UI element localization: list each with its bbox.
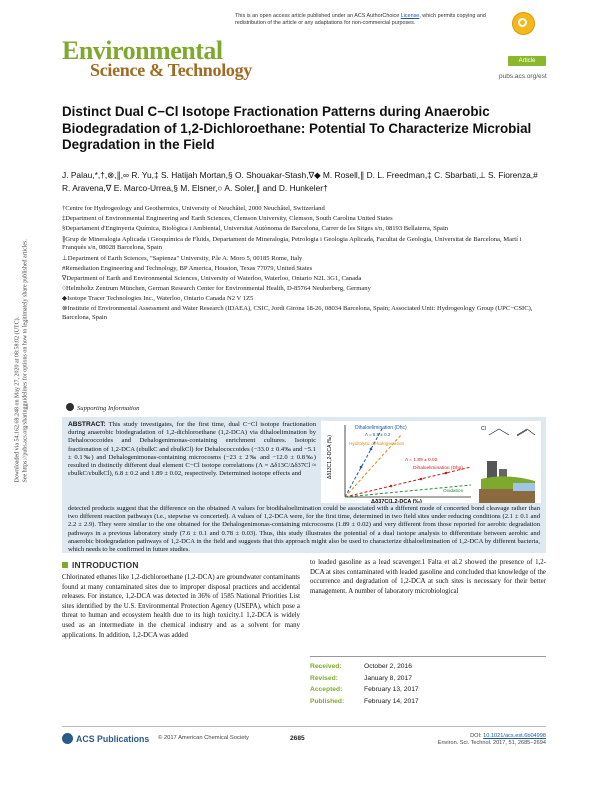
toc-point — [360, 466, 363, 469]
download-note — [15, 203, 30, 483]
toc-factory-icon — [479, 461, 535, 503]
toc-point — [445, 472, 448, 475]
intro-right-column: to leaded gasoline as a lead scavenger.1 Falta et al.2 showed the presence of 1,2-DCA at sites contaminated with leaded gasoline and concluded that knowledge of the occurrence and degradation of 1,2-DCA at such sites is necessary for their better management. A number of laboratory microbiological — [310, 559, 546, 595]
toc-molecule-icon — [481, 426, 535, 436]
supporting-info-icon — [66, 403, 74, 411]
affiliation: §Departament d'Enginyeria Química, Biològica i Ambiental, Universitat Autònoma de Barcelona, Carrer de les Sitges s/n, 08193 Bellaterra, Spain — [62, 225, 449, 233]
publication-dates — [310, 661, 546, 707]
toc-graphic — [321, 421, 541, 503]
supporting-info-label: Supporting Information — [77, 405, 140, 412]
affiliation: ⊥Department of Earth Sciences, "Sapienza" University, P.le A. Moro 5, 00185 Rome, Italy — [62, 254, 303, 262]
publisher-name: ACS Publications — [76, 734, 150, 744]
date-label: Accepted: — [310, 686, 343, 693]
toc-ylabel: Δδ13C1,2-DCA (‰) — [327, 435, 333, 479]
toc-line-dhc — [345, 427, 383, 497]
download-note-line2: See https://pubs.acs.org/sharingguidelines for options on how to legitimately share published articles. — [22, 239, 28, 483]
license-link[interactable]: License — [400, 13, 420, 19]
affiliation: ⊗Institute of Environmental Assessment and Water Research (IDAEA), CSIC, Jordi Girona 18-26, 08034 Barcelona, Spain; Associated Unit: Hydrogeology Group (UPC−CSIC), Barcelona, Spain — [62, 305, 533, 322]
affiliation: †Centre for Hydrogeology and Geothermics, University of Neuchâtel, 2000 Neuchâtel, Switzerland — [62, 205, 325, 212]
download-note-line1: Downloaded via 54.162.69.248 on May 27, 2020 at 08:58:02 (UTC). — [14, 316, 21, 483]
toc-label-dhc: Dihaloelimination (Dhc) — [355, 425, 407, 431]
supporting-info-link[interactable] — [66, 403, 139, 412]
section-heading-introduction — [62, 560, 139, 570]
acs-logo-icon — [62, 733, 73, 744]
affiliation: ∇Department of Earth and Environmental Sciences, University of Waterloo, Waterloo, Ontario N2L 3G1, Canada — [62, 274, 362, 282]
date-value: February 13, 2017 — [364, 686, 419, 693]
affiliations — [62, 205, 542, 324]
article-title: Distinct Dual C−Cl Isotope Fractionation Patterns during Anaerobic Biodegradation of 1,2-Dichloroethane: Potential To Characterize Microbial Degradation in the Field — [62, 104, 532, 152]
toc-xlabel: Δδ37Cl1,2-DCA (‰) — [371, 499, 422, 503]
oa-note-post: , which permits copying and redistribution of the article or any adaptations for non-commercial purposes. — [235, 13, 486, 26]
toc-point — [370, 448, 373, 451]
page-number: 2685 — [290, 735, 305, 742]
journal-logo-line2: Science & Technology — [90, 60, 253, 80]
article-type-tab: Article — [508, 56, 546, 66]
abstract-text-part1 — [68, 421, 316, 478]
toc-point — [420, 478, 423, 481]
section-marker-icon — [62, 562, 68, 568]
journal-logo-line1: Environmental — [62, 36, 223, 65]
oa-note-pre: This is an open access article published under an ACS AuthorChoice — [235, 13, 401, 19]
doi-block — [420, 733, 546, 747]
toc-label-dhg: Dihaloelimination (Dhg) — [413, 466, 463, 471]
abstract-body1: This study investigates, for the first time, dual C−Cl isotope fractionation during anaerobic biodegradation of 1,2-dichloroethane (1,2-DCA) via dihaloelimination by Dehalococcoides and Dehalogenimonas-containing enrichment cultures. Isotopic fractionation of 1,2-DCA (εbulkC and εbulkCl) for Dehalococcoides (−33.0 ± 0.4‰ and −5.1 ± 0.1‰) and Dehalogenimonas-containing microcosms (−23 ± 2‰ and −12.0 ± 0.8‰) resulted in distinctly different dual element C−Cl isotope correlations (Λ = Δδ13C/Δδ37Cl ≈ εbulkC/εbulkCl), 6.8 ± 0.2 and 1.89 ± 0.02, respectively. Determined isotope effects and — [68, 421, 316, 478]
date-label: Received: — [310, 663, 342, 670]
date-value: October 2, 2016 — [364, 663, 412, 670]
affiliation: ∥Grup de Mineralogia Aplicada i Geoquímica de Fluids, Departament de Mineralogia, Petrologia i Geologia Aplicada, Facultat de Geologia, Universitat de Barcelona, Martí i Franquès s/n, 08028 Barcelona, Spain — [62, 235, 522, 252]
date-row — [310, 661, 546, 673]
abstract-text-part2: detected products suggest that the difference on the obtained Λ values for biodihaloelimination could be associated with a different mode of concerted bond cleavage rather than two different reaction pathways (i.e., stepwise vs concerted). A values of 1,2-DCA were, for the first time, determined in two field sites under reducing conditions (2.1 ± 0.1 and 2.2 ± 2.9). They were similar to the one obtained for the Dehalogenimonas-containing microcosms (1.89 ± 0.02) and very different from those reported for aerobic degradation pathways in a previous laboratory study (7.6 ± 0.1 and 0.78 ± 0.03). Thus, this study illustrates the potential of a dual isotope analysis to differentiate between aerobic and anaerobic biodegradation pathways of 1,2-DCA in the field and suggests that this approach might also be used to characterize dihaloelimination of 1,2-DCA by different bacteria, which needs to be confirmed in future studies. — [68, 505, 540, 554]
journal-url[interactable]: pubs.acs.org/est — [499, 73, 547, 80]
date-value: February 14, 2017 — [364, 697, 419, 705]
abstract-label: ABSTRACT: — [68, 421, 106, 428]
section-heading-label: INTRODUCTION — [72, 560, 139, 570]
toc-plot — [321, 421, 541, 503]
intro-left-column: Chlorinated ethanes like 1,2-dichloroethane (1,2-DCA) are groundwater contaminants found at many contaminated sites due to improper disposal practices and accidental releases. For instance, 1,2-DCA was detected in 36% of 1585 National Priorities List sites identified by the U.S. Environmental Protection Agency (USEPA), which pose a threat to human and ecosystem health due to its high toxicity.1 1,2-DCA is widely used as an intermediate in the chemical industry and as a solvent for many applications. In addition, 1,2-DCA was added — [62, 574, 300, 639]
affiliation: #Remediation Engineering and Technology, BP America, Houston, Texas 77079, United States — [62, 264, 313, 272]
toc-cl-label: Cl — [481, 426, 486, 432]
date-label: Published: — [310, 697, 345, 705]
doi-line — [420, 733, 546, 740]
open-access-note — [235, 13, 495, 27]
affiliation: ‡Department of Environmental Engineering and Earth Sciences, Clemson University, Clemson, South Carolina United States — [62, 215, 393, 223]
footer-divider — [62, 726, 546, 727]
author-list: J. Palau,*,†,⊗,∥,∞ R. Yu,‡ S. Hatijah Mortan,§ O. Shouakar-Stash,∇◆ M. Rosell,∥ D. L. Freedman,‡ C. Sbarbati,⊥ S. Fiorenza,# R. Aravena,∇ E. Marco-Urrea,§ M. Elsner,○ A. Soler,∥ and D. Hunkeler† — [62, 170, 538, 193]
toc-label-dhc-lambda: Λ = 6.8 ± 0.2 — [365, 432, 391, 437]
affiliation: ○Helmholtz Zentrum München, German Research Center for Environmental Health, D-85764 Neuherberg, Germany — [62, 285, 371, 293]
copyright: © 2017 American Chemical Society — [158, 735, 249, 741]
toc-label-hydrolytic: Hydrolytic dehalogenation — [349, 442, 405, 447]
toc-point — [390, 485, 393, 488]
doi-link[interactable]: 10.1021/acs.est.6b04998 — [483, 733, 546, 739]
toc-label-oxidation: Oxidation — [443, 489, 464, 494]
date-row — [310, 684, 546, 696]
doi-label: DOI: — [470, 733, 484, 739]
date-label: Revised: — [310, 674, 338, 682]
open-access-icon — [512, 12, 535, 35]
date-row — [310, 673, 546, 685]
date-row — [310, 696, 546, 708]
dates-divider — [310, 656, 546, 657]
acs-publications-logo — [62, 733, 149, 744]
affiliation: ◆Isotope Tracer Technologies Inc., Waterloo, Ontario Canada N2 V 1Z5 — [62, 295, 254, 303]
citation: Environ. Sci. Technol. 2017, 51, 2685−2694 — [437, 740, 546, 746]
toc-label-dhg-lambda: Λ = 1.89 ± 0.02 — [405, 458, 438, 463]
date-value: January 8, 2017 — [364, 674, 412, 682]
